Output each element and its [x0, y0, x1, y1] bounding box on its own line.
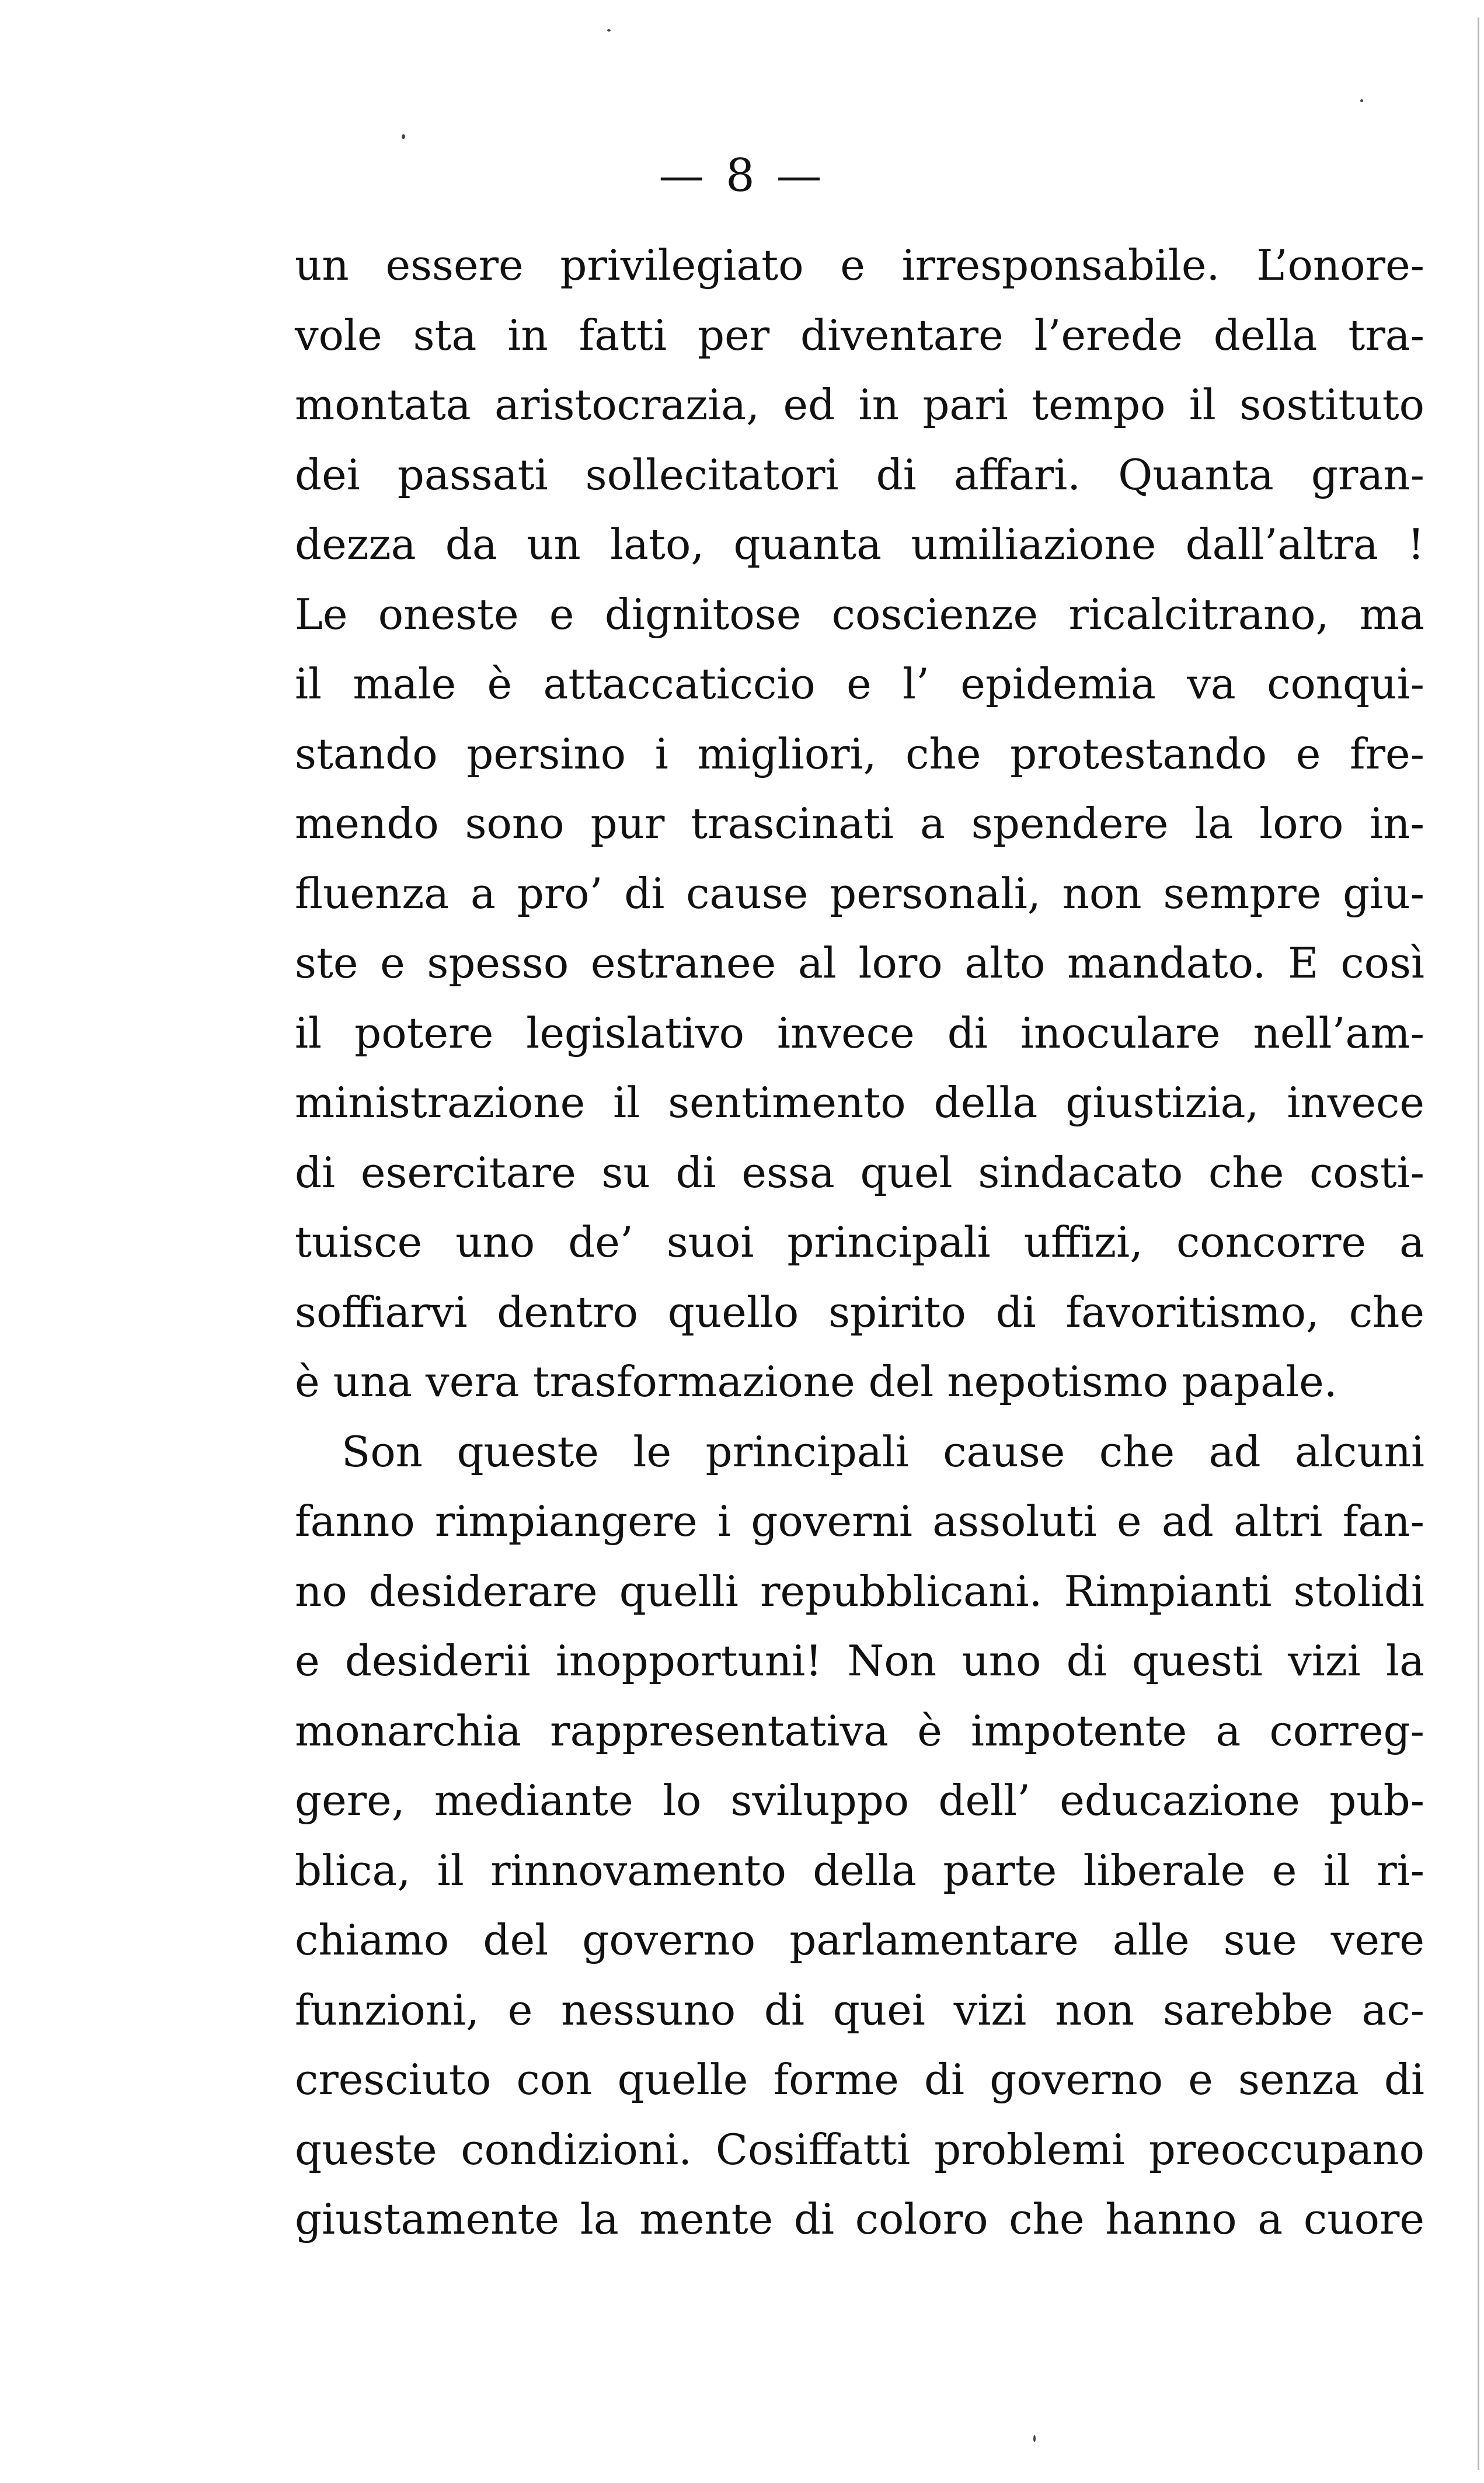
- text-line: fanno rimpiangere i governi assoluti e ad altri fan-: [295, 1497, 1424, 1546]
- text-line: gere, mediante lo sviluppo dell’ educazione pub-: [295, 1776, 1424, 1825]
- text-line: stando persino i migliori, che protestando e fre-: [295, 729, 1424, 778]
- text-line: di esercitare su di essa quel sindacato che costi-: [295, 1147, 1424, 1197]
- text-line: ministrazione il sentimento della giustizia, invece: [295, 1078, 1424, 1127]
- text-line: soffiarvi dentro quello spirito di favoritismo, che: [295, 1287, 1424, 1337]
- text-line: vole sta in fatti per diventare l’erede della tra-: [295, 310, 1424, 360]
- text-line: montata aristocrazia, ed in pari tempo il sostituto: [295, 380, 1424, 429]
- page-edge-shadow: [1478, 18, 1479, 2470]
- text-line: giustamente la mente di coloro che hanno a cuore: [295, 2195, 1424, 2244]
- text-line: funzioni, e nessuno di quei vizi non sarebbe ac-: [295, 1985, 1424, 2035]
- text-line: mendo sono pur trascinati a spendere la loro in-: [295, 799, 1424, 848]
- text-line: chiamo del governo parlamentare alle sue vere: [295, 1915, 1424, 1964]
- text-line: fluenza a pro’ di cause personali, non sempre giu-: [295, 868, 1424, 918]
- text-line: e desiderii inopportuni! Non uno di questi vizi la: [295, 1636, 1424, 1685]
- body-text: [295, 231, 1424, 2255]
- text-line: Le oneste e dignitose coscienze ricalcitrano, ma: [295, 589, 1424, 639]
- text-line: un essere privilegiato e irresponsabile. L’onore-: [295, 241, 1424, 290]
- paper-speck: [607, 29, 611, 32]
- text-line: no desiderare quelli repubblicani. Rimpianti stolidi: [295, 1566, 1424, 1616]
- text-line: ste e spesso estranee al loro alto mandato. E così: [295, 938, 1424, 987]
- text-line: blica, il rinnovamento della parte liberale e il ri-: [295, 1845, 1424, 1895]
- text-line: il potere legislativo invece di inoculare nell’am-: [295, 1008, 1424, 1058]
- text-line: il male è attaccaticcio e l’ epidemia va conqui-: [295, 659, 1424, 708]
- text-line: queste condizioni. Cosiffatti problemi preoccupano: [295, 2124, 1424, 2174]
- paper-speck: [1033, 2435, 1036, 2442]
- text-line: cresciuto con quelle forme di governo e senza di: [295, 2055, 1424, 2104]
- text-line: è una vera trasformazione del nepotismo papale.: [295, 1357, 1337, 1406]
- text-line: dezza da un lato, quanta umiliazione dall’altra !: [295, 520, 1424, 569]
- paragraph-first-line: Son queste le principali cause che ad alcuni: [342, 1427, 1424, 1476]
- text-line: dei passati sollecitatori di affari. Quanta gran-: [295, 450, 1424, 499]
- paper-speck: [402, 134, 405, 139]
- page-number: — 8 —: [659, 149, 825, 202]
- text-line: monarchia rappresentativa è impotente a correg-: [295, 1706, 1424, 1755]
- paper-speck: [1360, 99, 1363, 102]
- text-line: tuisce uno de’ suoi principali uffizi, concorre a: [295, 1218, 1424, 1267]
